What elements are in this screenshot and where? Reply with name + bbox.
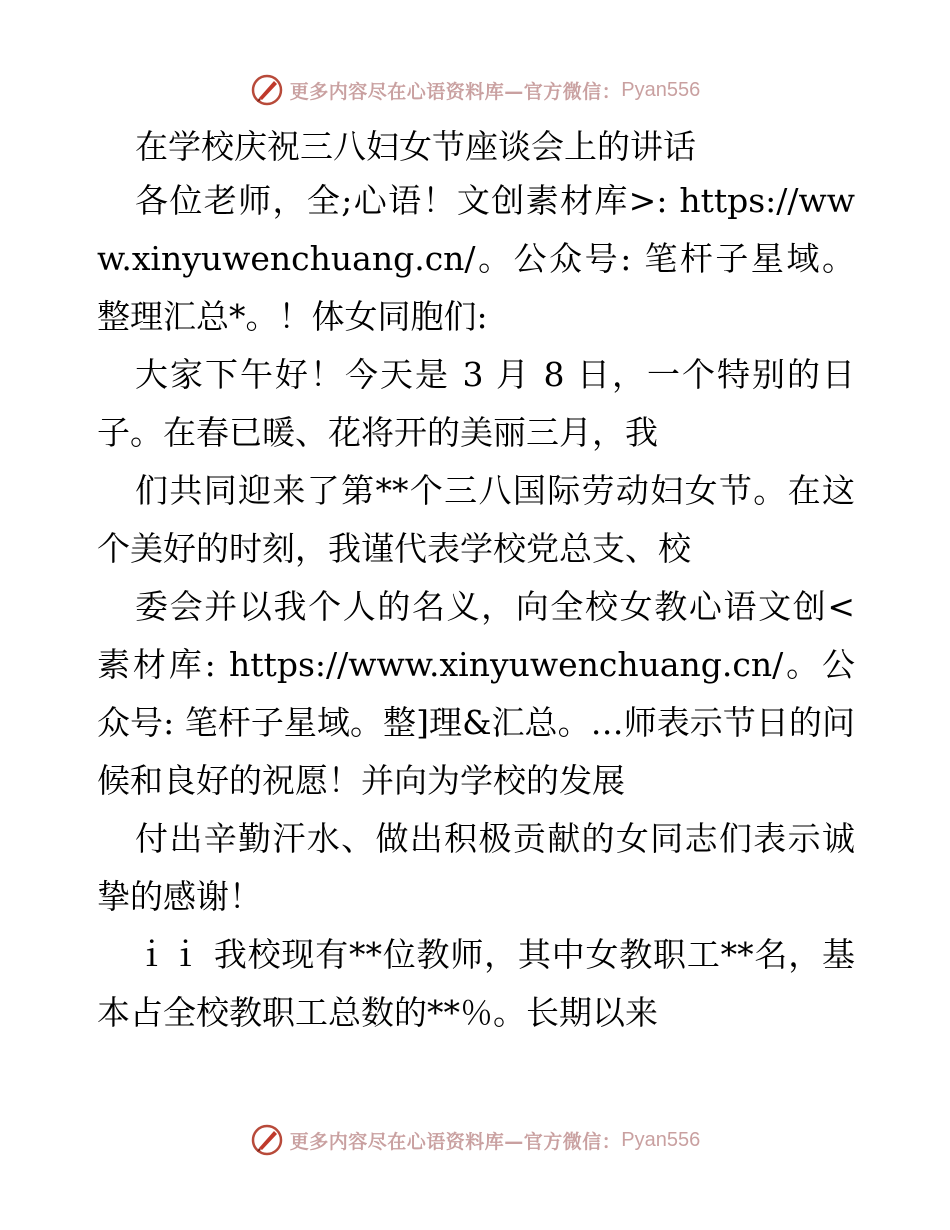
- header-banner: [0, 70, 950, 110]
- header-banner-text: 更多内容尽在心语资料库—官方微信：: [289, 80, 622, 103]
- footer-banner-text: 更多内容尽在心语资料库—官方微信：: [289, 1130, 622, 1153]
- paragraph: ｉｉ 我校现有**位教师，其中女教职工**名，基本占全校教职工总数的**％。长期以来: [97, 935, 855, 1032]
- paragraph: 委会并以我个人的名义，向全校女教心语文创<素材库: https://www.xinyuwenchuang.cn/。公众号: 笔杆子星域。整]理&汇总。…师表示节日的问候和良好的祝愿！并向为学校的发展: [97, 587, 855, 800]
- document-body: [97, 122, 855, 1042]
- paragraph: 们共同迎来了第**个三八国际劳动妇女节。在这个美好的时刻，我谨代表学校党总支、校: [97, 471, 855, 568]
- document-title: 在学校庆祝三八妇女节座谈会上的讲话: [135, 127, 696, 166]
- footer-banner: [0, 1120, 950, 1160]
- pen-logo-icon: [250, 1123, 284, 1157]
- paragraph: 各位老师，全;心语！文创素材库>: https://www.xinyuwenchuang.cn/。公众号: 笔杆子星域。整理汇总*。！体女同胞们:: [97, 181, 855, 336]
- paragraph: 付出辛勤汗水、做出积极贡献的女同志们表示诚挚的感谢！: [97, 819, 855, 916]
- paragraph: 大家下午好！今天是 3 月 8 日，一个特别的日子。在春已暖、花将开的美丽三月，我: [97, 355, 855, 452]
- header-banner-id: Pyan556: [621, 78, 701, 101]
- pen-logo-icon: [250, 73, 284, 107]
- footer-banner-id: Pyan556: [621, 1128, 701, 1151]
